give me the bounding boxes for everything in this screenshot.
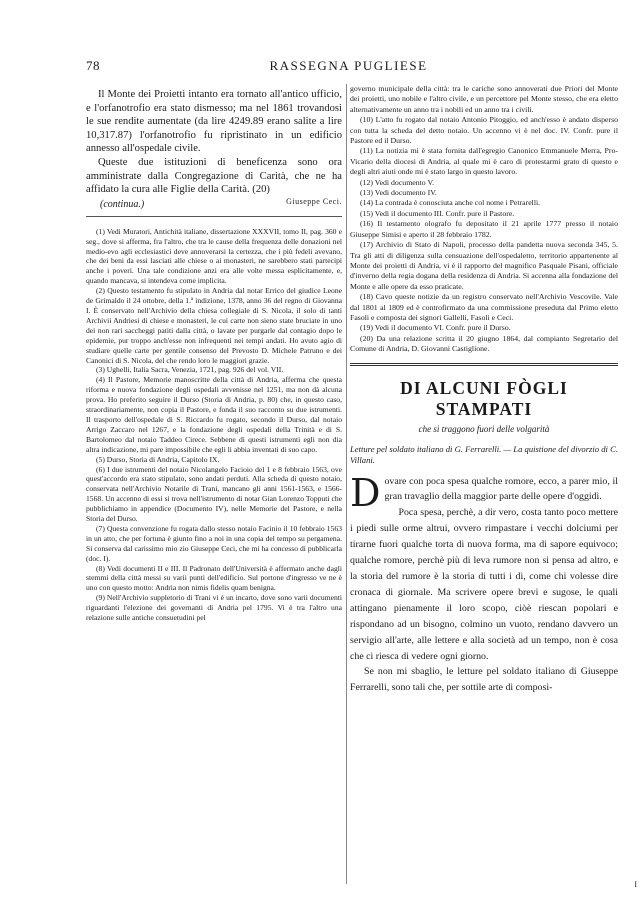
running-header (86, 58, 611, 78)
footnote: governo municipale della città: tra le cariche sono annoverati due Priori del Monte dei proietti, uno nobile e l'altro civile, e un percettore pel Monte stesso, che era eletto alternativamente un anno tra i nobili ed un anno tra i civili. (350, 84, 618, 114)
footnotes-right (350, 84, 618, 355)
footnote: (7) Questa convenzione fu rogata dallo stesso notaio Facinio il 10 febbraio 1563 in un atto, che per fortuna è giunto fino a noi in una copia del tempo su pergamena. Si conserva dal carissimo mio zio Giuseppe Ceci, che mi ha concesso di pubblicarla (doc. I). (86, 523, 342, 563)
continua-note: (continua.) (100, 198, 145, 210)
drop-cap: D (350, 470, 381, 515)
section-rule (350, 363, 618, 366)
footnote: (13) Vedi documento IV. (360, 188, 437, 198)
left-column (86, 88, 342, 888)
footnote: (5) Durso, Storia di Andria, Capitolo IX. (96, 454, 220, 464)
body-paragraph (350, 470, 618, 515)
body-paragraph: Poca spesa, perchè, a dir vero, costa tanto poco mettere i piedi sulle orme altrui, ovvero rimpastare i vecchi dolciumi per tirarne fuori qualche torta di nuova forma, ma di sapore equivoco; qualche romore, perchè più di leva rumore non si pensa ad altro, e la storia del rumore è la storia di tutti i dì, come chi volesse dire cronaca di giornale. Ma scrivere opere brevi e sugose, le quali attingano pienamente il loro scopo, ciòè riescan popolari e rispondano ad un bisogno, colmino un vuoto, rendano davvero un servigio all'arte, alle lettere e alla società ad un tempo, non è cosa che ci riesca di vedere ogni giorno. (350, 507, 618, 662)
footnotes-left (86, 227, 342, 623)
footnote: (17) Archivio di Stato di Napoli, processo della pandetta nuova seconda 345, 5. Tra gli atti di diligenza sulla censuazione dell'ospedaletto, territorio appartenente al Monte dei proietti di Andria, vi è il rapporto del magnifico Pasquale Pisani, officiale d'inverno della regia dogana della residenza di Andria. Si accenna alla fondazione del Monte e alle opere da esso praticate. (350, 240, 618, 291)
body-paragraph: Queste due istituzioni di beneficenza sono ora amministrate dalla Congregazione di Carità, che ne ha affidato la cura alle Figlie della Carità. (20) (86, 156, 342, 196)
body-paragraph: Il Monte dei Proietti intanto era tornato all'antico ufficio, e l'orfanotrofio era stato dismesso; ma nel 1861 trovandosi le sue rendite aumentate (da lire 4249.89 erano salite a lire 10,317.87) l'orfanotrofio fu ripristinato in un edificio annesso all'ospedale civile. (86, 89, 342, 155)
footnote: (11) La notizia mi è stata fornita dall'egregio Canonico Emmanuele Merra, Pro-Vicario della diocesi di Andria, al quale mi è caro di protestarmi grato di questo e degli altri aiuti onde mi è stato largo in questo lavoro. (350, 146, 618, 177)
footnote: (8) Vedi documenti II e III. Il Padronato dell'Università è affermato anche dagli stemmi della città messi su varii punti dell'edificio. Sul portone d'ingresso ve ne è uno con questo motto: Andria non nimis fidelis quam benigna. (86, 563, 342, 593)
footnote: (18) Cavo queste notizie da un registro conservato nell'Archivio Vescovile. Vale dal 1801 al 1809 ed è controfirmato da una commissione preseduta dal Primo eletto Fasoli e composta dei signori Gallelli, Fasoli e Ceci. (350, 292, 618, 322)
article-body (350, 470, 618, 697)
section-title: DI ALCUNI FÒGLI STAMPATI (400, 377, 568, 419)
author-signature: Giuseppe Ceci. (286, 196, 342, 206)
footnote: (14) La contrada è conosciuta anche col nome i Petrarelli. (360, 198, 541, 208)
footnote: (6) I due istrumenti del notaio Nicolangelo Facioio del 1 e 8 febbraio 1563, ove quest'accordo era stato stipulato, sono andati perduti. Alla scheda di questo notaio, conservata nell'Archivio Notarile di Trani, mancano gli anni 1561-1563, e 1566-1568. Un accenno di essi si trova nell'istrumento di notar Gian Lorenzo Topputi che pubblichiamo in appendice (Documento IV), nelle Memorie del Pastore, e nella Storia del Durso. (86, 464, 342, 524)
margin-mark: I (634, 880, 637, 889)
footnote: (12) Vedi documento V. (360, 177, 435, 187)
footnote: (19) Vedi il documento VI. Confr. pure il Durso. (360, 323, 511, 333)
body-text: ovare con poca spesa qualche romore, ecco, a parer mio, il gran travaglio della maggior parte delle opere d'oggidì. (384, 475, 618, 503)
page-number: 78 (86, 58, 100, 73)
right-column (350, 84, 618, 884)
section-intro: Letture pel soldato italiano di G. Ferrarelli. — La quistione del divorzio di C. Villani. (350, 443, 618, 465)
running-title: RASSEGNA PUGLIESE (269, 58, 428, 73)
footnote: (16) Il testamento olografo fu depositato il 21 aprile 1777 presso il notaio Giuseppe Simisi e aperto il 28 febbraio 1782. (350, 219, 618, 239)
article-section (350, 363, 618, 697)
footnote: (4) Il Pastore, Memorie manoscritte della città di Andria, afferma che questa riforma e nuova fondazione degli ospedali avvenisse nel 1251, ma non dà alcuna prova. Ho preferito seguire il Durso (Storia di Andria, p. 80) che, in questo caso, straordinariamente, non copia il Pastore, e fonda il suo racconto su due istrumenti. Il trasporto dell'ospedale di S. Riccardo fu rogato, secondo il Durso, dal notaio Arrigo Zaccaro nel 1267, e la fondazione degli ospedali della Trinità e di S. Bartolomeo dal notaio Taddeo Cirece. Sebbene di questi istrumenti egli non dia altra indicazione, mi pare impossibile che egli li abbia inventati di suo capo. (86, 375, 342, 454)
footnote: (15) Vedi il documento III. Confr. pure il Pastore. (360, 208, 515, 218)
left-body (86, 88, 342, 197)
footnote: (9) Nell'Archivio suppletorio di Trani vi è un incarto, dove sono varii documenti riguardanti l'elezione dei governanti di Andria pel 1795. Vi è tra l'altro una relazione sulle antiche consuetudini pel (86, 593, 342, 623)
footnote-rule (86, 216, 342, 217)
footnote: (20) Da una relazione scritta il 20 giugno 1864, dal compianto Segretario del Comune di Andria, D. Giovanni Castiglione. (350, 333, 618, 354)
body-paragraph: Se non mi sbaglio, le letture pel soldato italiano di Giuseppe Ferrarelli, sono tali che, per sottile arte di composi- (350, 666, 618, 694)
section-subtitle: che si traggono fuori delle volgarità (418, 423, 550, 434)
footnote: (10) L'atto fu rogato dal notaio Antonio Pitoggio, ed anch'esso è andato disperso con tutta la scheda del detto notaio. Un accenno vi è nel doc. IV. Confr. pure il Pastore ed il Durso. (350, 115, 618, 146)
footnote: (1) Vedi Muratori, Antichità italiane, dissertazione XXXVII, tomo II, pag. 360 e seg., dove si afferma, fra l'altro, che tra le cause della frequenza delle donazioni nel medio-evo agli ecclesiastici deve annoverarsi la certezza, che i più fedeli avevano, che dei beni da essi lasciati alle chiese o ai monasteri, ne sarebbero stati partecipi anche i poveri. Una tale condizione anzi era alle volte messa esplicitamente, e, quando mancava, si intendeva come implicita. (86, 226, 342, 286)
footnote: (2) Questo testamento fu stipulato in Andria dal notar Errico del giudice Leone de Grimaldo il 24 ottobre, della 1.ª indizione, 1378, anno 36 del regno di Giovanna I. È conservato nell'Archivio della chiesa collegiale di S. Nicola, il solo di tanti Archivii Andriesi di chiese e monasteri, le cui carte non sieno state bruciate in uno dei non rari saccheggi patiti dalla città, o lavate per purgarle dal contagio dopo le epidemie, pur troppo anch'esse non infrequenti nei tempi andati. Ho avuto agio di studiare quelle carte per gentile consenso del Prevosto D. Michele Patruno e dei Canonici di S. Nicola, del che rendo loro le maggiori grazie. (86, 286, 342, 365)
column-divider (346, 84, 347, 884)
footnote: (3) Ughelli, Italia Sacra, Venezia, 1721, pag. 926 del vol. VII. (96, 365, 284, 375)
